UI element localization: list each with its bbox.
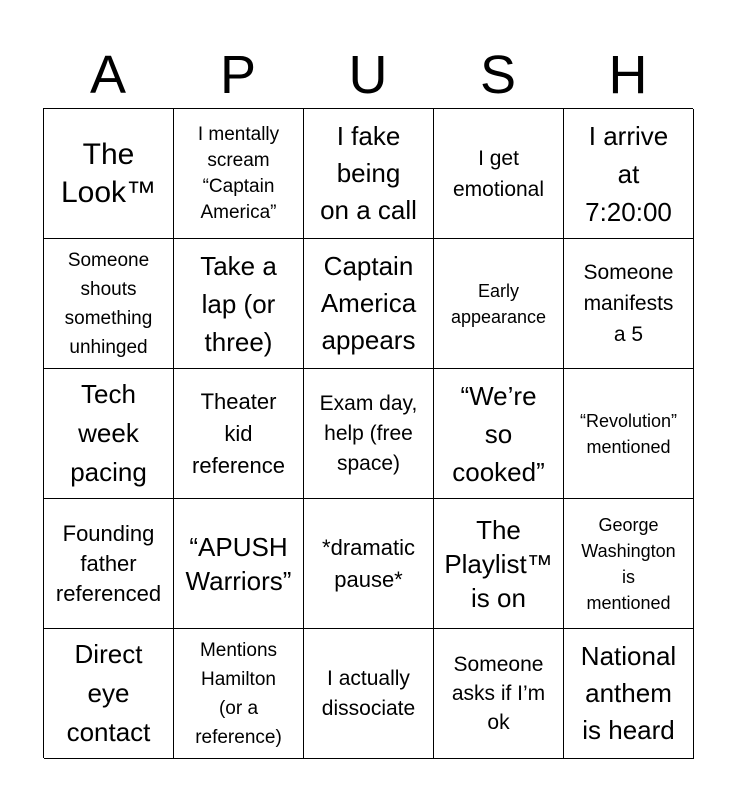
cell-text: Tech week pacing <box>70 379 147 487</box>
bingo-header <box>43 42 693 108</box>
cell-text: Mentions Hamilton (or a reference) <box>195 639 282 748</box>
cell-text: I mentally scream “Captain America” <box>197 123 280 223</box>
cell-text: Someone manifests a 5 <box>583 261 674 346</box>
bingo-cell[interactable] <box>564 239 694 369</box>
header-letter-h: H <box>608 45 648 105</box>
bingo-cell[interactable] <box>304 239 434 369</box>
bingo-cell[interactable] <box>44 369 174 499</box>
bingo-cell[interactable] <box>304 369 434 499</box>
bingo-cell[interactable] <box>174 239 304 369</box>
bingo-cell[interactable] <box>174 629 304 759</box>
cell-text: George Washington is mentioned <box>581 514 676 613</box>
cell-text: *dramatic pause* <box>322 534 415 592</box>
cell-text: I arrive at 7:20:00 <box>585 120 672 227</box>
cell-text: “We’re so cooked” <box>452 380 545 487</box>
bingo-cell[interactable] <box>434 109 564 239</box>
cell-text: I get emotional <box>452 146 545 201</box>
header-letter-u: U <box>348 45 388 105</box>
cell-text: The Look™ <box>60 137 157 209</box>
bingo-cell[interactable] <box>174 369 304 499</box>
header-letter-a: A <box>89 45 127 105</box>
bingo-cell[interactable] <box>304 629 434 759</box>
cell-text: National anthem is heard <box>580 641 677 745</box>
bingo-cell[interactable] <box>564 499 694 629</box>
cell-text: Theater kid reference <box>192 388 285 478</box>
header-letter-s: S <box>479 45 517 105</box>
bingo-cell[interactable] <box>174 109 304 239</box>
bingo-cell[interactable] <box>44 109 174 239</box>
cell-text: Early appearance <box>450 280 547 327</box>
cell-text: Captain America appears <box>320 251 417 355</box>
bingo-cell[interactable] <box>564 629 694 759</box>
bingo-cell[interactable] <box>434 629 564 759</box>
bingo-cell[interactable] <box>434 499 564 629</box>
bingo-board <box>43 108 693 758</box>
cell-text: Someone shouts something unhinged <box>64 249 153 358</box>
bingo-cell[interactable] <box>564 109 694 239</box>
cell-text: The Playlist™ is on <box>444 514 553 613</box>
bingo-cell[interactable] <box>304 109 434 239</box>
bingo-cell[interactable] <box>434 369 564 499</box>
bingo-cell[interactable] <box>304 499 434 629</box>
bingo-cell[interactable] <box>564 369 694 499</box>
bingo-cell[interactable] <box>44 629 174 759</box>
cell-text: I actually dissociate <box>321 666 416 720</box>
bingo-cell[interactable] <box>44 499 174 629</box>
cell-text: Exam day, help (free space) <box>319 391 418 475</box>
cell-text: Someone asks if I’m ok <box>451 653 546 734</box>
cell-text: Direct eye contact <box>66 639 151 747</box>
bingo-cell[interactable] <box>44 239 174 369</box>
cell-text: I fake being on a call <box>320 121 417 225</box>
cell-text: Take a lap (or three) <box>200 250 277 357</box>
cell-text: Founding father referenced <box>55 520 162 606</box>
bingo-cell[interactable] <box>434 239 564 369</box>
cell-text: “Revolution” mentioned <box>579 410 678 457</box>
cell-text: “APUSH Warriors” <box>185 531 292 596</box>
bingo-cell[interactable] <box>174 499 304 629</box>
header-letter-p: P <box>219 45 257 105</box>
